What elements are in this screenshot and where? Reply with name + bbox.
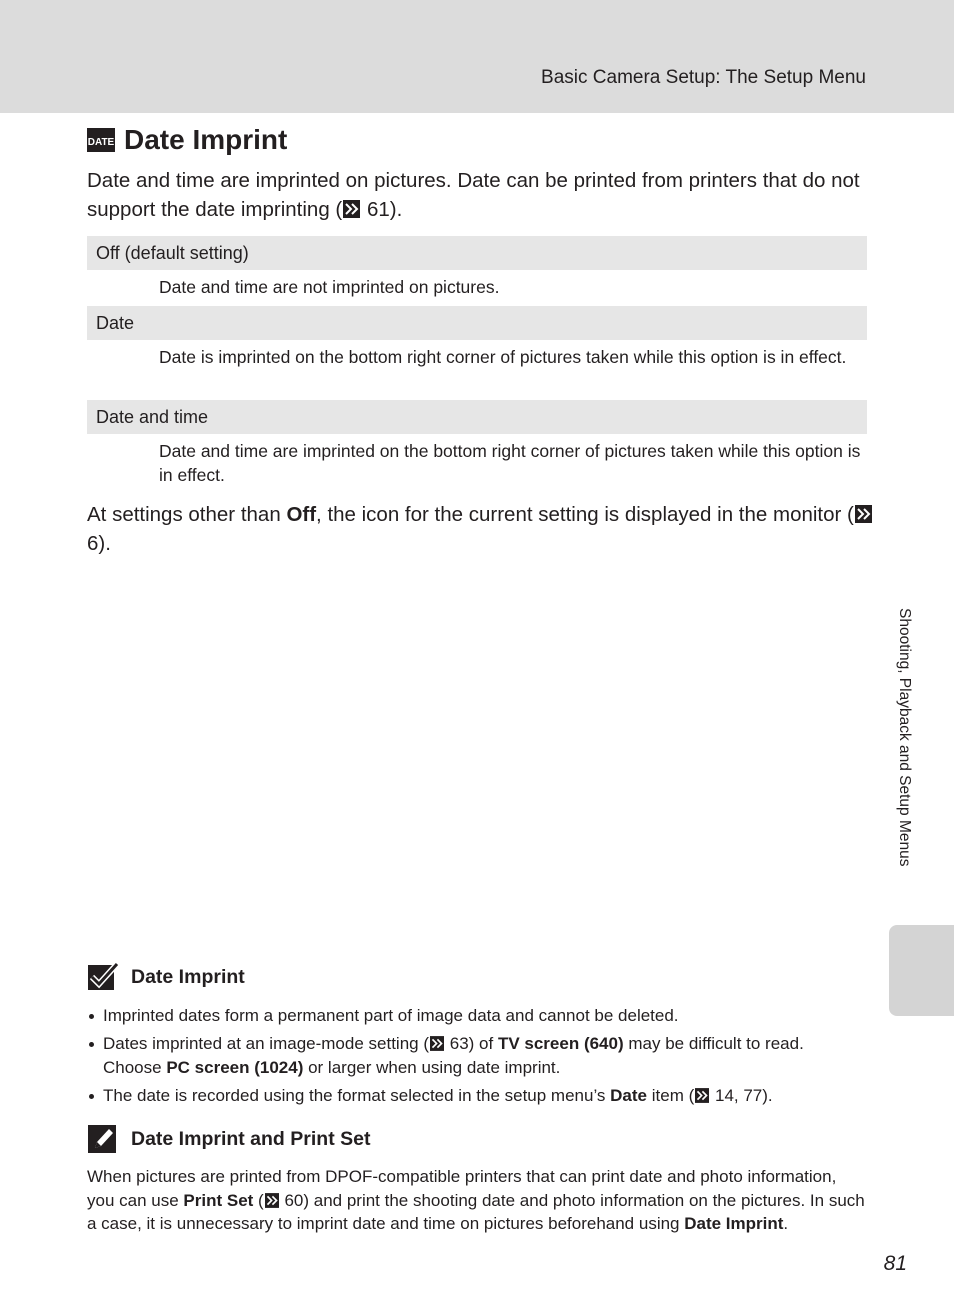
page-number: 81 <box>883 1252 907 1275</box>
pencil-note-icon <box>87 1124 119 1154</box>
print-set-paragraph: When pictures are printed from DPOF-compatible printers that can print date and photo information, you can use Print Set ( 60) and print the shooting date and photo information on the pictures. In such a case, it is unnecessary to imprint date and time on pictures beforehand using Date Imprint. <box>87 1167 865 1233</box>
page-reference[interactable]: 63 <box>449 1034 469 1053</box>
date-imprint-notes <box>87 1004 867 1112</box>
section-title: Basic Camera Setup: The Setup Menu <box>541 67 866 88</box>
date-imprint-icon <box>87 128 115 152</box>
page-title <box>87 124 287 156</box>
option-description-off: Date and time are not imprinted on pictures. <box>159 277 500 297</box>
side-section-label: Shooting, Playback and Setup Menus <box>896 608 913 867</box>
page-reference[interactable]: 6 <box>87 532 99 555</box>
section-tab <box>889 925 954 1016</box>
option-description-date: Date is imprinted on the bottom right corner of pictures taken while this option is in effect. <box>159 347 847 367</box>
page-reference-icon <box>855 502 872 520</box>
checkmark-note-icon <box>87 962 119 992</box>
page-reference-icon <box>265 1191 279 1206</box>
page-reference[interactable]: 61 <box>366 198 390 221</box>
option-label-date: Date <box>87 306 867 340</box>
list-item: The date is recorded using the format selected in the setup menu’s Date item ( 14, 77). <box>87 1084 867 1108</box>
note-heading-date-imprint: Date Imprint <box>87 962 245 992</box>
page-reference-icon <box>343 197 360 215</box>
svg-text:DATE: DATE <box>87 137 115 148</box>
note-heading-print-set: Date Imprint and Print Set <box>87 1124 370 1154</box>
option-description-date-and-time: Date and time are imprinted on the bottom right corner of pictures taken while this option is in effect. <box>159 441 861 485</box>
list-item: Imprinted dates form a permanent part of image data and cannot be deleted. <box>87 1004 867 1028</box>
intro-paragraph: Date and time are imprinted on pictures. Date can be printed from printers that do not support the date imprinting ( 61). <box>87 169 860 221</box>
option-label-off: Off (default setting) <box>87 236 867 270</box>
list-item: Dates imprinted at an image-mode setting ( 63) of TV screen (640) may be difficult to read. Choose PC screen (1024) or larger when using date imprint. <box>87 1032 867 1080</box>
page-reference[interactable]: 14, 77 <box>714 1086 763 1105</box>
option-label-date-and-time: Date and time <box>87 400 867 434</box>
page-title-text: Date Imprint <box>124 124 288 155</box>
page-reference-icon <box>430 1034 444 1049</box>
page-reference[interactable]: 60 <box>284 1190 304 1210</box>
header-band <box>0 0 954 113</box>
outro-paragraph: At settings other than Off, the icon for the current setting is displayed in the monitor ( 6). <box>87 500 877 558</box>
page-reference-icon <box>695 1086 709 1101</box>
